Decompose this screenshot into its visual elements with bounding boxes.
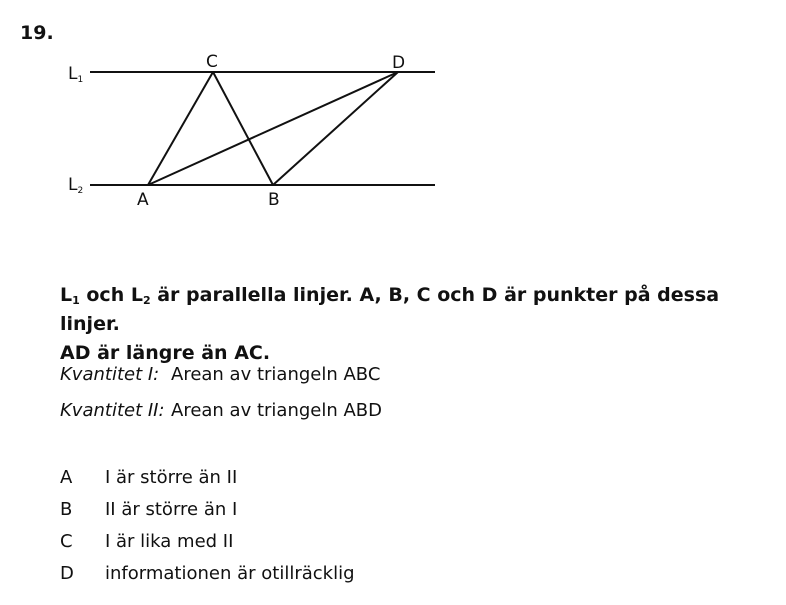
l2-main: L xyxy=(130,284,143,306)
segment-ac xyxy=(148,72,213,185)
point-label-b: B xyxy=(268,190,280,210)
quantity-2 xyxy=(60,400,382,421)
label-l1-sub: 1 xyxy=(77,75,84,85)
quantity-1-label: Kvantitet I: xyxy=(60,364,160,385)
statement-rest: är parallella linjer. A, B, C och D är punkter på dessa linjer. xyxy=(60,284,720,335)
choice-b-text: II är större än I xyxy=(105,499,238,520)
quantity-2-label: Kvantitet II: xyxy=(60,400,165,421)
point-label-d: D xyxy=(392,53,406,73)
choice-a[interactable] xyxy=(60,465,355,497)
label-l1 xyxy=(68,64,83,85)
quantity-2-text: Arean av triangeln ABD xyxy=(171,400,383,421)
label-l1-main: L xyxy=(68,64,78,84)
segment-ad xyxy=(148,72,398,185)
geometry-figure xyxy=(0,0,786,260)
choice-b[interactable] xyxy=(60,497,355,529)
problem-statement xyxy=(60,281,775,368)
l1-sub: 1 xyxy=(72,294,80,307)
choice-c[interactable] xyxy=(60,529,355,561)
choice-a-letter: A xyxy=(60,467,73,488)
label-l2 xyxy=(68,175,83,196)
point-label-c: C xyxy=(206,52,218,72)
choice-b-letter: B xyxy=(60,499,73,520)
choice-c-letter: C xyxy=(60,531,73,552)
point-label-a: A xyxy=(137,190,149,210)
choice-d[interactable] xyxy=(60,561,355,593)
statement-connector: och xyxy=(79,284,131,306)
statement-line-2: AD är längre än AC. xyxy=(60,342,271,364)
answer-choices xyxy=(60,465,355,593)
choice-d-text: informationen är otillräcklig xyxy=(105,563,355,584)
statement-line-1 xyxy=(60,281,775,339)
l2-sub: 2 xyxy=(142,294,151,307)
segment-cb xyxy=(213,72,273,185)
label-l2-main: L xyxy=(68,175,78,195)
segment-bd xyxy=(273,72,398,185)
question-number: 19. xyxy=(20,22,54,44)
choice-c-text: I är lika med II xyxy=(105,531,234,552)
label-l2-sub: 2 xyxy=(77,186,84,196)
quantity-1 xyxy=(60,364,380,385)
choice-a-text: I är större än II xyxy=(105,467,238,488)
quantity-1-text: Arean av triangeln ABC xyxy=(171,364,381,385)
choice-d-letter: D xyxy=(60,563,74,584)
l1-main: L xyxy=(60,284,73,306)
